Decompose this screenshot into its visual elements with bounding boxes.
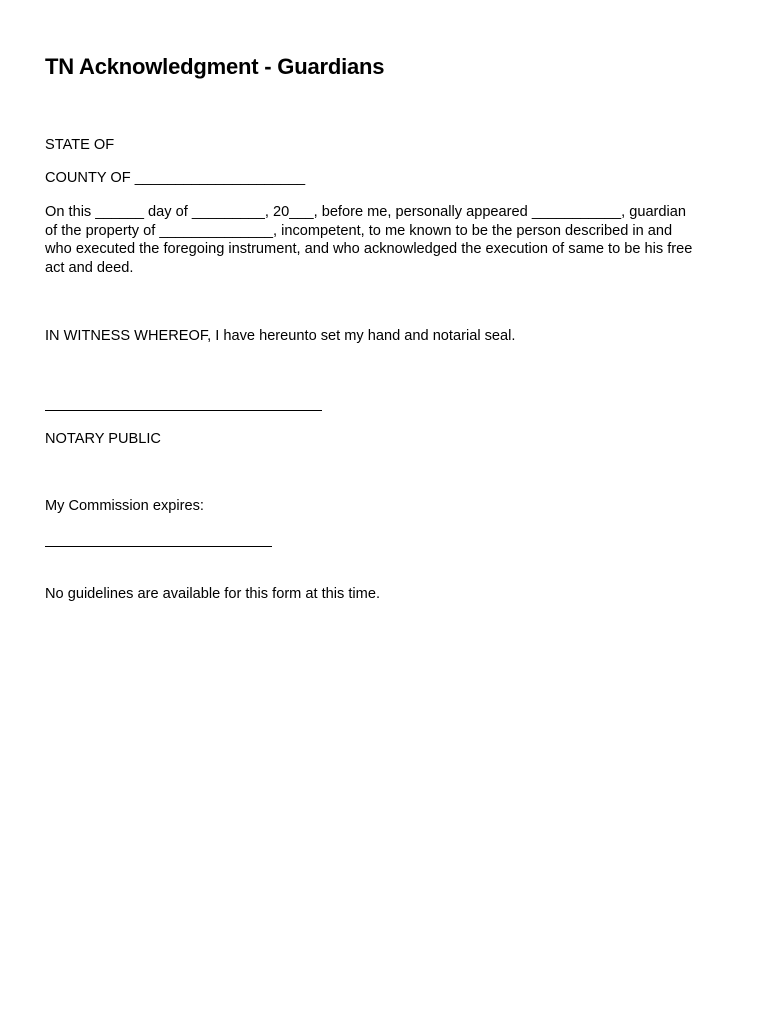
state-label: STATE OF: [45, 137, 115, 153]
paragraph-line: act and deed.: [45, 259, 134, 276]
guidelines-note: No guidelines are available for this form at this time.: [45, 586, 381, 602]
county-label: COUNTY OF _____________________: [45, 170, 306, 186]
paragraph-line: On this ______ day of _________, 20___, before me, personally appeared ___________, guardian: [45, 204, 687, 220]
notary-public-label: NOTARY PUBLIC: [45, 431, 161, 447]
acknowledgment-paragraph: [45, 203, 735, 277]
commission-date-line: [45, 546, 272, 547]
paragraph-line: of the property of ______________, incompetent, to me known to be the person described in and: [45, 222, 673, 239]
witness-statement: IN WITNESS WHEREOF, I have hereunto set my hand and notarial seal.: [45, 328, 516, 344]
notary-signature-line: [45, 410, 322, 411]
paragraph-line: who executed the foregoing instrument, and who acknowledged the execution of same to be his free: [45, 241, 693, 258]
commission-expires-label: My Commission expires:: [45, 498, 204, 514]
document-title: TN Acknowledgment - Guardians: [45, 54, 385, 79]
